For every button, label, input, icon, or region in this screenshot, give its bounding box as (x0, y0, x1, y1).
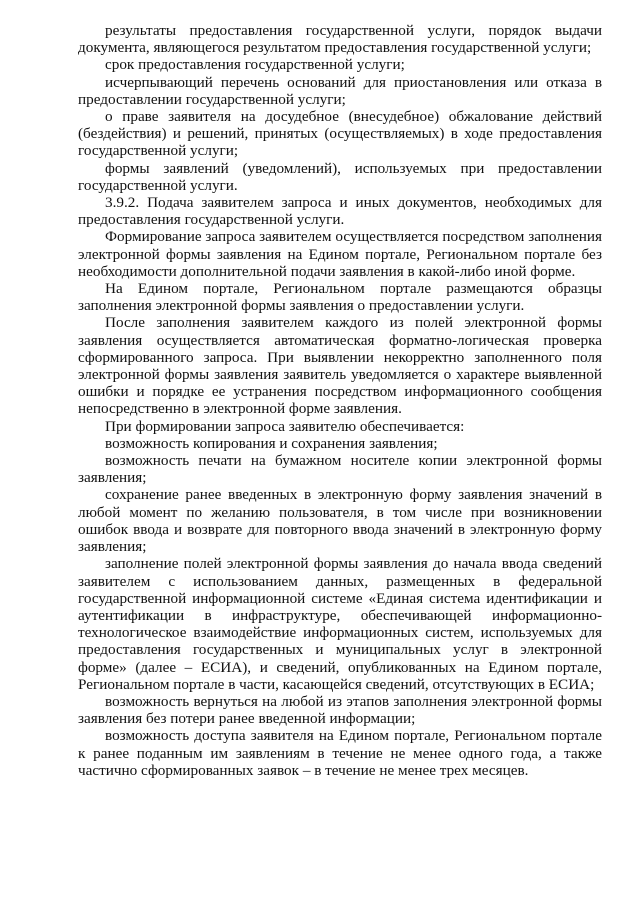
paragraph-saving-values: сохранение ранее введенных в электронную форму заявления значений в любой момент по желанию пользователя, в том числе при возникновении ошибок ввода и возврате для повторного ввода значений в электронную форму заявления; (78, 486, 602, 556)
paragraph-appeal-right: о праве заявителя на досудебное (внесудебное) обжалование действий (бездействия) и решений, принятых (осуществляемых) в ходе предоставления государственной услуги; (78, 108, 602, 160)
paragraph-provided: При формировании запроса заявителю обеспечивается: (105, 417, 465, 435)
paragraph-return-step: возможность вернуться на любой из этапов заполнения электронной формы заявления без потери ранее введенной информации; (78, 692, 602, 728)
paragraph-esia-fill: заполнение полей электронной формы заявления до начала ввода сведений заявителем с использованием данных, размещенных в федеральной государственной информационной системе «Единая система идентификации и аутентификации в инфраструктуре, обеспечивающей информационно-технологическое взаимодействие информационных систем, используемых для предоставления государственных и муниципальных услуг в электронной форме» (далее – ЕСИА), и сведений, опубликованных на Едином портале, Региональном портале в части, касающейся сведений, отсутствующих в ЕСИА; (78, 555, 602, 693)
paragraph-print: возможность печати на бумажном носителе копии электронной формы заявления; (78, 452, 602, 487)
document-page (78, 22, 602, 779)
paragraph-result-info: результаты предоставления государственной услуги, порядок выдачи документа, являющегося результатом предоставления государственной услуги; (78, 22, 602, 57)
paragraph-forms: формы заявлений (уведомлений), используемых при предоставлении государственной услуги. (78, 159, 602, 194)
paragraph-term: срок предоставления государственной услуги; (105, 56, 405, 74)
paragraph-section-3-9-2: 3.9.2. Подача заявителем запроса и иных документов, необходимых для предоставления государственной услуги. (78, 194, 602, 229)
paragraph-samples: На Едином портале, Региональном портале размещаются образцы заполнения электронной формы заявления о предоставлении услуги. (78, 280, 602, 315)
paragraph-format-check: После заполнения заявителем каждого из полей электронной формы заявления осуществляется автоматическая форматно-логическая проверка сформированного запроса. При выявлении некорректно заполненного поля электронной формы заявления заявитель уведомляется о характере выявленной ошибки и порядке ее устранения посредством информационного сообщения непосредственно в электронной форме заявления. (78, 314, 602, 418)
paragraph-copy-save: возможность копирования и сохранения заявления; (105, 434, 438, 452)
paragraph-access-history: возможность доступа заявителя на Едином портале, Региональном портале к ранее поданным им заявлениям в течение не менее одного года, а также частично сформированных заявок – в течение не менее трех месяцев. (78, 727, 602, 779)
paragraph-refusal-grounds: исчерпывающий перечень оснований для приостановления или отказа в предоставлении государственной услуги; (78, 73, 602, 108)
paragraph-request-formation: Формирование запроса заявителем осуществляется посредством заполнения электронной формы заявления на Едином портале, Региональном портале без необходимости дополнительной подачи заявления в какой-либо иной форме. (78, 228, 602, 280)
